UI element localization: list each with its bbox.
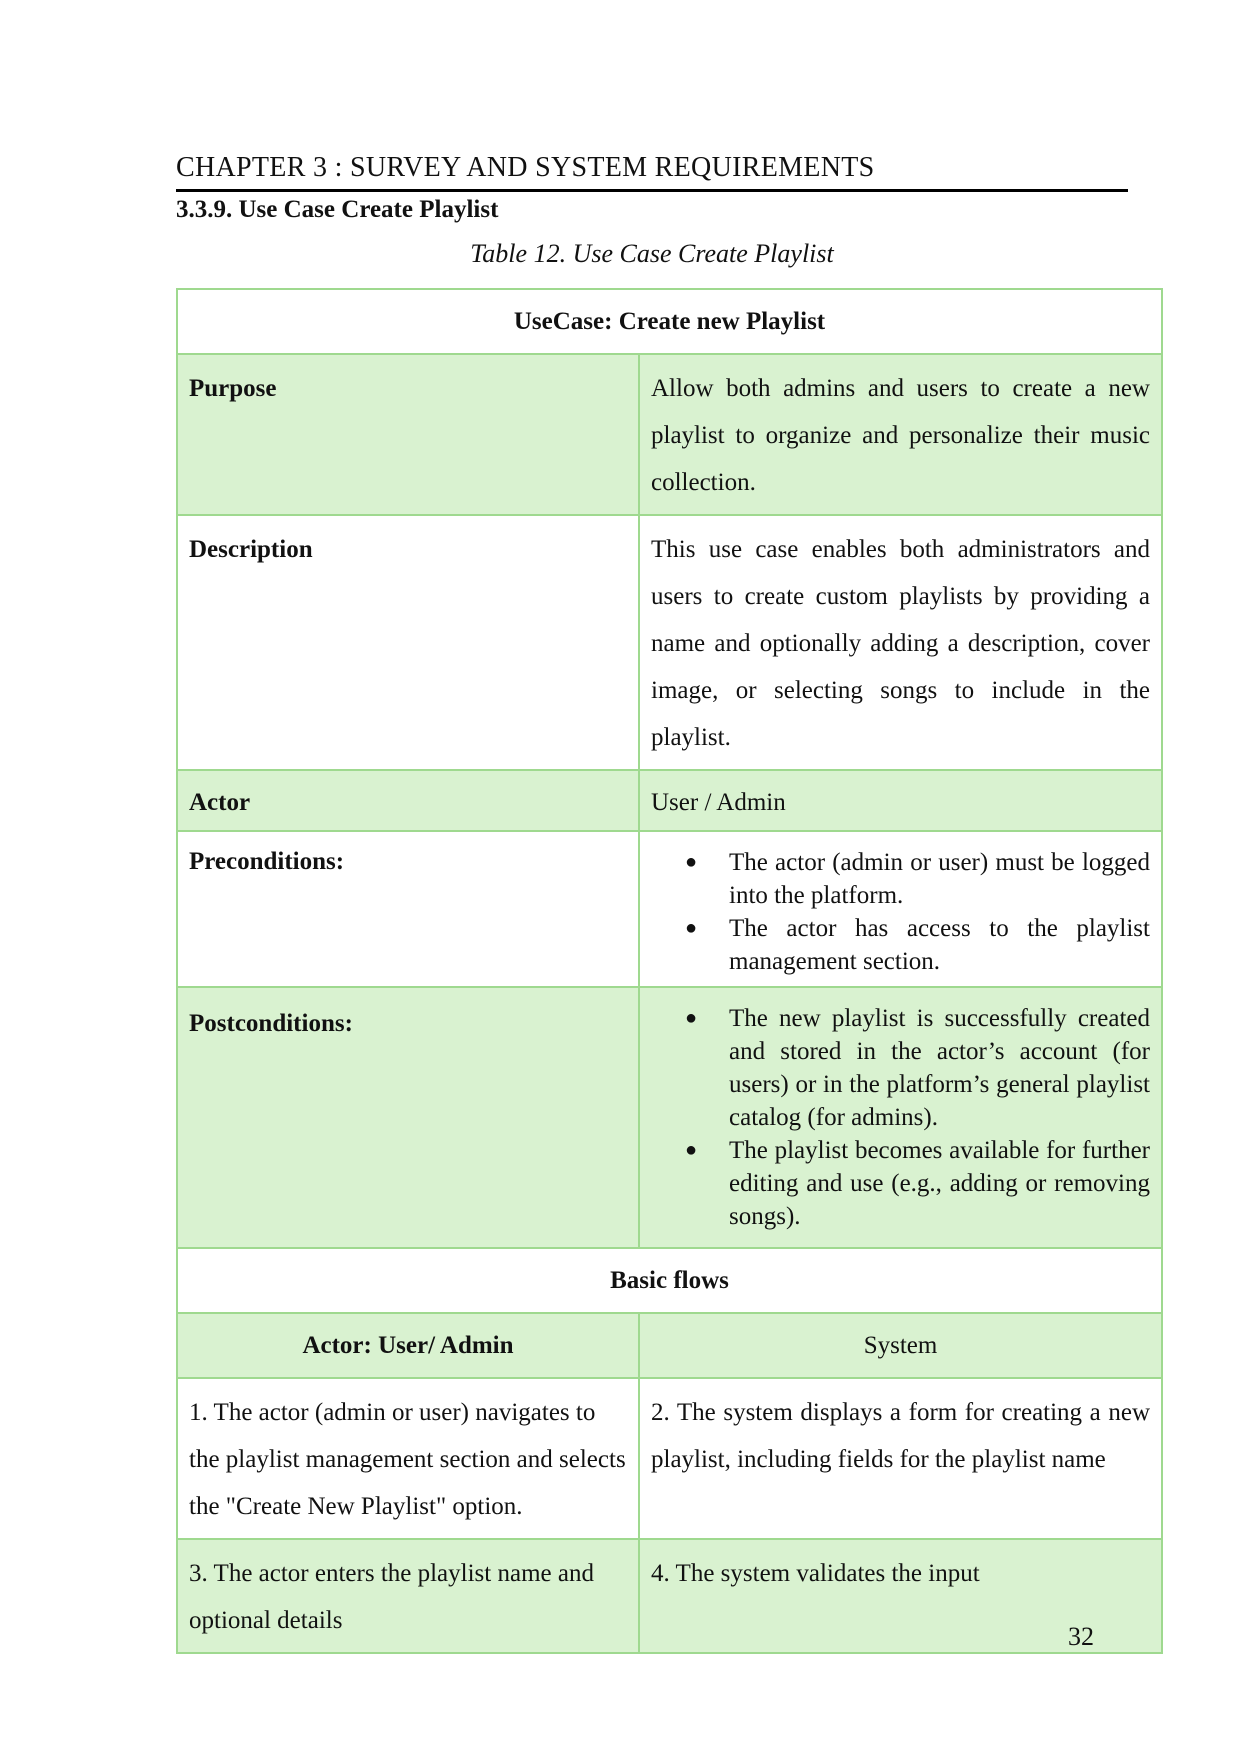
postconditions-label: Postconditions:: [177, 987, 639, 1248]
preconditions-value: [639, 831, 1162, 987]
preconditions-label: Preconditions:: [177, 831, 639, 987]
table-row: [177, 354, 1162, 515]
postconditions-list: [651, 1002, 1150, 1233]
basic-flows-header-row: [177, 1313, 1162, 1378]
actor-label: Actor: [177, 770, 639, 831]
chapter-title: CHAPTER 3 : SURVEY AND SYSTEM REQUIREMENTS: [176, 152, 875, 183]
section-title: 3.3.9. Use Case Create Playlist: [176, 196, 499, 223]
purpose-value: Allow both admins and users to create a new playlist to organize and personalize their music collection.: [639, 354, 1162, 515]
table-title-row: [177, 289, 1162, 354]
page-header: [176, 150, 1128, 192]
table-caption: Table 12. Use Case Create Playlist: [470, 239, 834, 268]
list-item: ● The new playlist is successfully created and stored in the actor’s account (for users) or in the platform’s general playlist catalog (for admins).: [729, 1002, 1150, 1134]
purpose-label: Purpose: [177, 354, 639, 515]
preconditions-list: [651, 846, 1150, 978]
actor-value: User / Admin: [639, 770, 1162, 831]
list-item: ● The actor has access to the playlist management section.: [729, 912, 1150, 978]
flow-actor-step: 1. The actor (admin or user) navigates to the playlist management section and selects the "Create New Playlist" option.: [177, 1378, 639, 1539]
table-title: UseCase: Create new Playlist: [177, 289, 1162, 354]
description-label: Description: [177, 515, 639, 770]
page-number: 32: [1068, 1622, 1094, 1651]
postconditions-value: [639, 987, 1162, 1248]
flow-system-step: 2. The system displays a form for creating a new playlist, including fields for the playlist name: [639, 1378, 1162, 1539]
flow-system-step: 4. The system validates the input: [639, 1539, 1162, 1653]
flow-step-row: [177, 1539, 1162, 1653]
actor-column-header: Actor: User/ Admin: [177, 1313, 639, 1378]
flow-actor-step: 3. The actor enters the playlist name and optional details: [177, 1539, 639, 1653]
list-item: ● The playlist becomes available for further editing and use (e.g., adding or removing songs).: [729, 1134, 1150, 1233]
table-row: [177, 831, 1162, 987]
description-value: This use case enables both administrators and users to create custom playlists by providing a name and optionally adding a description, cover image, or selecting songs to include in the playlist.: [639, 515, 1162, 770]
basic-flows-title: Basic flows: [177, 1248, 1162, 1313]
use-case-table: [176, 288, 1163, 1654]
list-item: ● The actor (admin or user) must be logged into the platform.: [729, 846, 1150, 912]
table-row: [177, 770, 1162, 831]
basic-flows-title-row: [177, 1248, 1162, 1313]
table-row: [177, 987, 1162, 1248]
flow-step-row: [177, 1378, 1162, 1539]
system-column-header: System: [639, 1313, 1162, 1378]
table-row: [177, 515, 1162, 770]
